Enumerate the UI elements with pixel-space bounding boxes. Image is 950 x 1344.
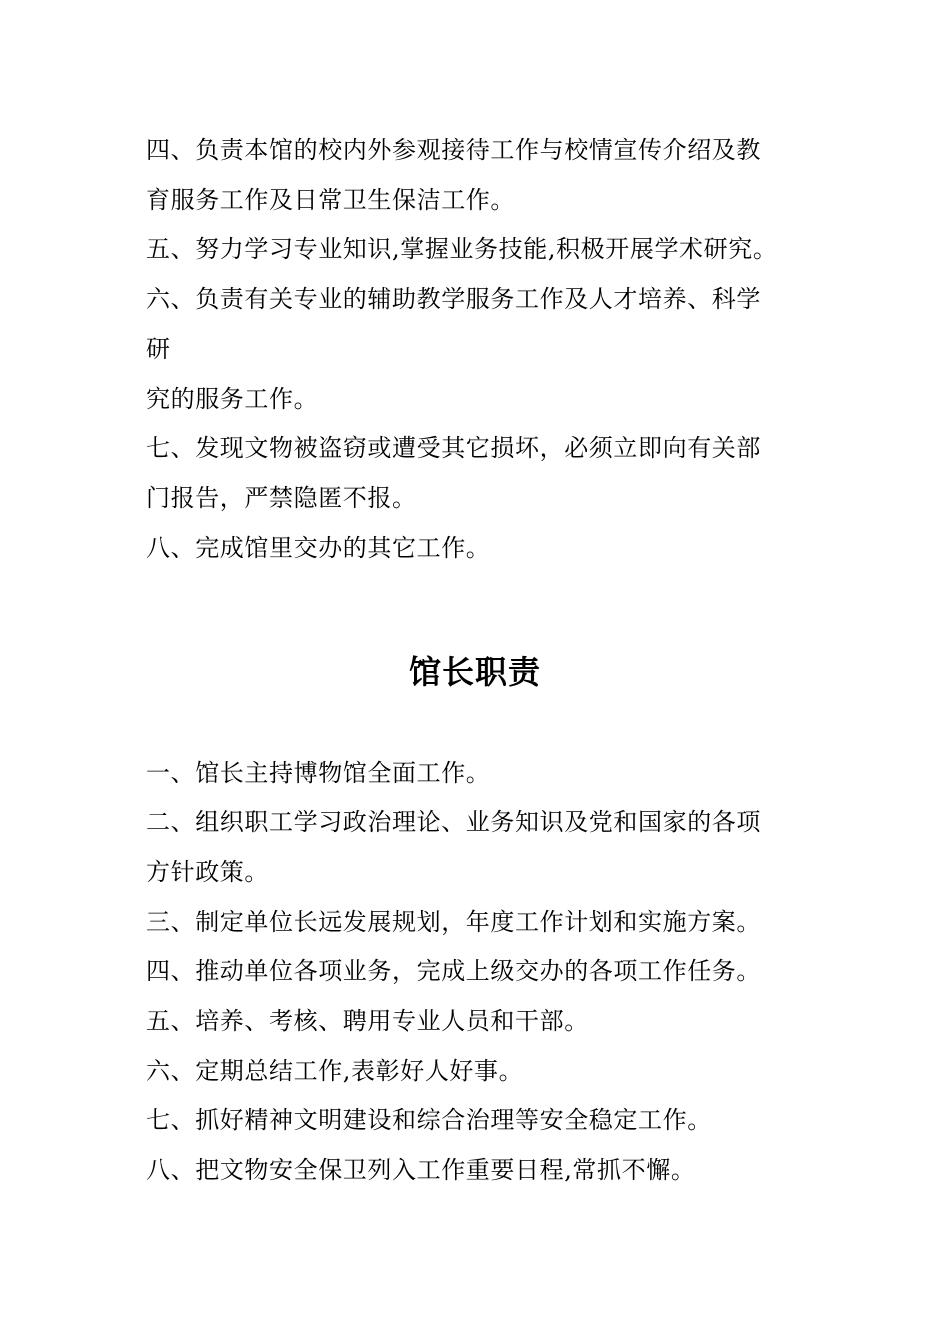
duty-line: 七、抓好精神文明建设和综合治理等安全稳定工作。 xyxy=(146,1106,712,1134)
duty-line: 五、努力学习专业知识,掌握业务技能,积极开展学术研究。 xyxy=(146,235,778,263)
duty-line: 六、负责有关专业的辅助教学服务工作及人才培养、科学 xyxy=(146,285,761,313)
duty-line: 五、培养、考核、聘用专业人员和干部。 xyxy=(146,1007,589,1035)
duty-line: 门报告，严禁隐匿不报。 xyxy=(146,484,417,512)
duty-line: 育服务工作及日常卫生保洁工作。 xyxy=(146,186,515,214)
section-title: 馆长职责 xyxy=(408,653,541,691)
duty-line: 七、发现文物被盗窃或遭受其它损坏，必须立即向有关部 xyxy=(146,434,761,462)
duty-line: 三、制定单位长远发展规划，年度工作计划和实施方案。 xyxy=(146,908,761,936)
duty-line: 四、推动单位各项业务，完成上级交办的各项工作任务。 xyxy=(146,957,761,985)
duty-line: 方针政策。 xyxy=(146,858,269,886)
duty-line: 研 xyxy=(146,335,171,363)
duty-line: 一、馆长主持博物馆全面工作。 xyxy=(146,759,491,787)
duty-line: 二、组织职工学习政治理论、业务知识及党和国家的各项 xyxy=(146,808,761,836)
duty-line: 究的服务工作。 xyxy=(146,385,319,413)
duty-line: 四、负责本馆的校内外参观接待工作与校情宣传介绍及教 xyxy=(146,136,761,164)
duty-line: 八、把文物安全保卫列入工作重要日程,常抓不懈。 xyxy=(146,1156,696,1184)
duty-line: 六、定期总结工作,表彰好人好事。 xyxy=(146,1057,524,1085)
duty-line: 八、完成馆里交办的其它工作。 xyxy=(146,534,491,562)
